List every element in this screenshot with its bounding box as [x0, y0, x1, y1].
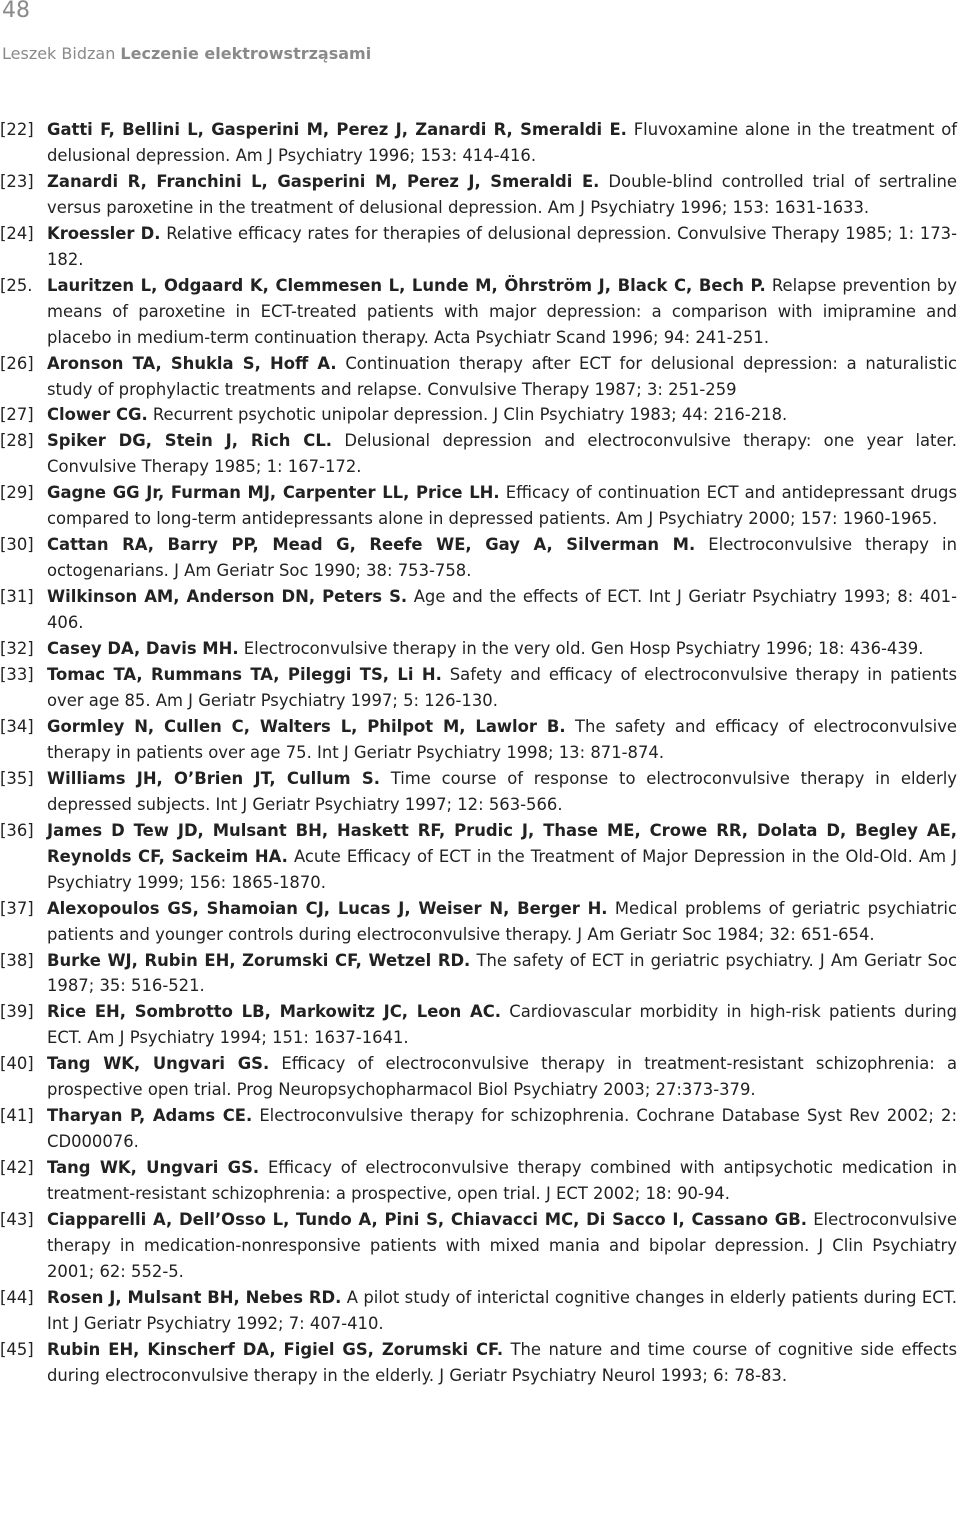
reference-number: [37] [0, 898, 34, 918]
reference-item [0, 1207, 957, 1285]
reference-text: Recurrent psychotic unipolar depression. J Clin Psychiatry 1983; 44: 216-218. [152, 405, 788, 425]
reference-number: [30] [0, 535, 34, 555]
reference-item [0, 662, 957, 714]
reference-number: [22] [0, 120, 34, 139]
reference-item [0, 714, 957, 766]
page-number: 48 [2, 0, 30, 23]
reference-number: [38] [0, 950, 34, 970]
reference-authors: Tomac TA, Rummans TA, Pileggi TS, Li H. [47, 665, 442, 685]
reference-item [0, 948, 957, 1000]
reference-number: [40] [0, 1054, 34, 1074]
reference-text: The nature and time course of cognitive side effects during electroconvulsive therapy in the elderly. J Geriatr Psychiatry Neurol 1993; 6: 78-83. [47, 1339, 957, 1385]
reference-authors: Gormley N, Cullen C, Walters L, Philpot M, Lawlor B. [47, 716, 566, 736]
reference-item [0, 480, 957, 532]
reference-text: Electroconvulsive therapy in the very old. Gen Hosp Psychiatry 1996; 18: 436-439. [243, 639, 924, 659]
reference-number: [24] [0, 223, 34, 243]
reference-number: [35] [0, 768, 34, 788]
reference-item [0, 221, 957, 273]
reference-number: [43] [0, 1210, 34, 1230]
reference-item [0, 584, 957, 636]
reference-authors: Alexopoulos GS, Shamoian CJ, Lucas J, Weiser N, Berger H. [47, 898, 608, 918]
reference-authors: Burke WJ, Rubin EH, Zorumski CF, Wetzel RD. [47, 950, 471, 970]
reference-authors: Kroessler D. [47, 223, 161, 243]
reference-item [0, 117, 957, 169]
reference-number: [25. [0, 275, 33, 295]
reference-text: Relapse prevention by means of paroxetine in ECT-treated patients with major depression: a comparison with imipramine and placebo in medium-term continuation therapy. Acta Psychiatr Scand 1996; 94: 241-251. [47, 275, 957, 347]
reference-authors: James D Tew JD, Mulsant BH, Haskett RF, Prudic J, Thase ME, Crowe RR, Dolata D, Begley AE, Reynolds CF, Sackeim HA. [47, 820, 957, 866]
reference-text: Acute Efficacy of ECT in the Treatment of Major Depression in the Old-Old. Am J Psychiatry 1999; 156: 1865-1870. [47, 846, 958, 892]
reference-text: Electroconvulsive therapy in octogenarians. J Am Geriatr Soc 1990; 38: 753-758. [47, 535, 958, 581]
reference-number: [23] [0, 171, 34, 191]
reference-authors: Ciapparelli A, Dell’Osso L, Tundo A, Pini S, Chiavacci MC, Di Sacco I, Cassano GB. [47, 1210, 807, 1230]
reference-item [0, 169, 957, 221]
reference-text: A pilot study of interictal cognitive changes in elderly patients during ECT. Int J Geriatr Psychiatry 1992; 7: 407-410. [47, 1287, 958, 1333]
reference-authors: Gatti F, Bellini L, Gasperini M, Perez J, Zanardi R, Smeraldi E. [47, 120, 627, 139]
reference-item [0, 532, 957, 584]
reference-item [0, 896, 957, 948]
reference-number: [33] [0, 665, 34, 685]
reference-number: [41] [0, 1106, 34, 1126]
reference-item [0, 636, 957, 662]
reference-number: [42] [0, 1158, 34, 1178]
reference-text: Efficacy of electroconvulsive therapy combined with antipsychotic medication in treatment-resistant schizophrenia: a prospective, open trial. J ECT 2002; 18: 90-94. [47, 1158, 958, 1204]
reference-authors: Aronson TA, Shukla S, Hoff A. [47, 353, 337, 373]
reference-list [0, 117, 957, 1389]
reference-number: [26] [0, 353, 34, 373]
header-book-title: Leczenie elektrowstrząsami [120, 44, 372, 63]
reference-text: Electroconvulsive therapy for schizophrenia. Cochrane Database Syst Rev 2002; 2: CD000076. [47, 1106, 957, 1152]
reference-text: Continuation therapy after ECT for delusional depression: a naturalistic study of prophylactic treatments and relapse. Convulsive Therapy 1987; 3: 251-259 [47, 353, 958, 399]
reference-authors: Cattan RA, Barry PP, Mead G, Reefe WE, Gay A, Silverman M. [47, 535, 696, 555]
reference-text: Age and the effects of ECT. Int J Geriatr Psychiatry 1993; 8: 401-406. [47, 587, 957, 633]
reference-text: Efficacy of continuation ECT and antidepressant drugs compared to long-term antidepressants alone in depressed patients. Am J Psychiatry 2000; 157: 1960-1965. [47, 483, 957, 529]
reference-number: [36] [0, 820, 34, 840]
reference-item [0, 402, 957, 428]
reference-authors: Zanardi R, Franchini L, Gasperini M, Perez J, Smeraldi E. [47, 171, 600, 191]
reference-item [0, 1155, 957, 1207]
reference-number: [39] [0, 1002, 34, 1022]
reference-authors: Tharyan P, Adams CE. [47, 1106, 253, 1126]
reference-text: The safety and efficacy of electroconvulsive therapy in patients over age 75. Int J Geriatr Psychiatry 1998; 13: 871-874. [47, 716, 957, 762]
reference-authors: Tang WK, Ungvari GS. [47, 1054, 270, 1074]
reference-item [0, 999, 957, 1051]
reference-item [0, 428, 957, 480]
reference-authors: Tang WK, Ungvari GS. [47, 1158, 260, 1178]
reference-item [0, 1285, 957, 1337]
reference-item [0, 351, 957, 403]
reference-authors: Spiker DG, Stein J, Rich CL. [47, 431, 332, 451]
reference-authors: Williams JH, O’Brien JT, Cullum S. [47, 768, 380, 788]
reference-text: Double-blind controlled trial of sertraline versus paroxetine in the treatment of delusional depression. Am J Psychiatry 1996; 153: 1631-1633. [47, 171, 957, 217]
reference-text: Efficacy of electroconvulsive therapy in treatment-resistant schizophrenia: a prospective open trial. Prog Neuropsychopharmacol Biol Psychiatry 2003; 27:373-379. [47, 1054, 958, 1100]
reference-item [0, 818, 957, 896]
reference-item [0, 766, 957, 818]
reference-item [0, 273, 957, 351]
reference-authors: Clower CG. [47, 405, 148, 425]
reference-authors: Rubin EH, Kinscherf DA, Figiel GS, Zorumski CF. [47, 1339, 504, 1359]
reference-text: Relative efficacy rates for therapies of delusional depression. Convulsive Therapy 1985; 1: 173-182. [47, 223, 958, 269]
running-header [2, 44, 371, 63]
reference-text: Electroconvulsive therapy in medication-nonresponsive patients with mixed mania and bipolar depression. J Clin Psychiatry 2001; 62: 552-5. [47, 1210, 957, 1281]
reference-authors: Lauritzen L, Odgaard K, Clemmesen L, Lunde M, Öhrström J, Black C, Bech P. [47, 275, 766, 295]
reference-text: Medical problems of geriatric psychiatric patients and younger controls during electroconvulsive therapy. J Am Geriatr Soc 1984; 32: 651-654. [47, 898, 957, 944]
reference-authors: Wilkinson AM, Anderson DN, Peters S. [47, 587, 408, 607]
reference-text: Fluvoxamine alone in the treatment of delusional depression. Am J Psychiatry 1996; 153: 414-416. [47, 120, 958, 165]
reference-number: [32] [0, 639, 34, 659]
reference-item [0, 1103, 957, 1155]
reference-number: [31] [0, 587, 34, 607]
reference-item [0, 1337, 957, 1389]
reference-authors: Gagne GG Jr, Furman MJ, Carpenter LL, Price LH. [47, 483, 500, 503]
reference-item [0, 1051, 957, 1103]
reference-number: [45] [0, 1339, 34, 1359]
reference-number: [44] [0, 1287, 34, 1307]
reference-authors: Rice EH, Sombrotto LB, Markowitz JC, Leon AC. [47, 1002, 501, 1022]
reference-text: Delusional depression and electroconvulsive therapy: one year later. Convulsive Therapy 1985; 1: 167-172. [47, 431, 957, 477]
header-author: Leszek Bidzan [2, 44, 116, 63]
reference-number: [34] [0, 716, 34, 736]
reference-number: [28] [0, 431, 34, 451]
reference-number: [27] [0, 405, 34, 425]
reference-text: Safety and efficacy of electroconvulsive therapy in patients over age 85. Am J Geriatr Psychiatry 1997; 5: 126-130. [47, 665, 957, 710]
reference-text: The safety of ECT in geriatric psychiatry. J Am Geriatr Soc 1987; 35: 516-521. [47, 950, 957, 996]
reference-text: Cardiovascular morbidity in high-risk patients during ECT. Am J Psychiatry 1994; 151: 1637-1641. [47, 1002, 957, 1048]
reference-authors: Casey DA, Davis MH. [47, 639, 239, 659]
reference-authors: Rosen J, Mulsant BH, Nebes RD. [47, 1287, 342, 1307]
reference-text: Time course of response to electroconvulsive therapy in elderly depressed subjects. Int J Geriatr Psychiatry 1997; 12: 563-566. [47, 768, 957, 814]
reference-number: [29] [0, 483, 34, 503]
